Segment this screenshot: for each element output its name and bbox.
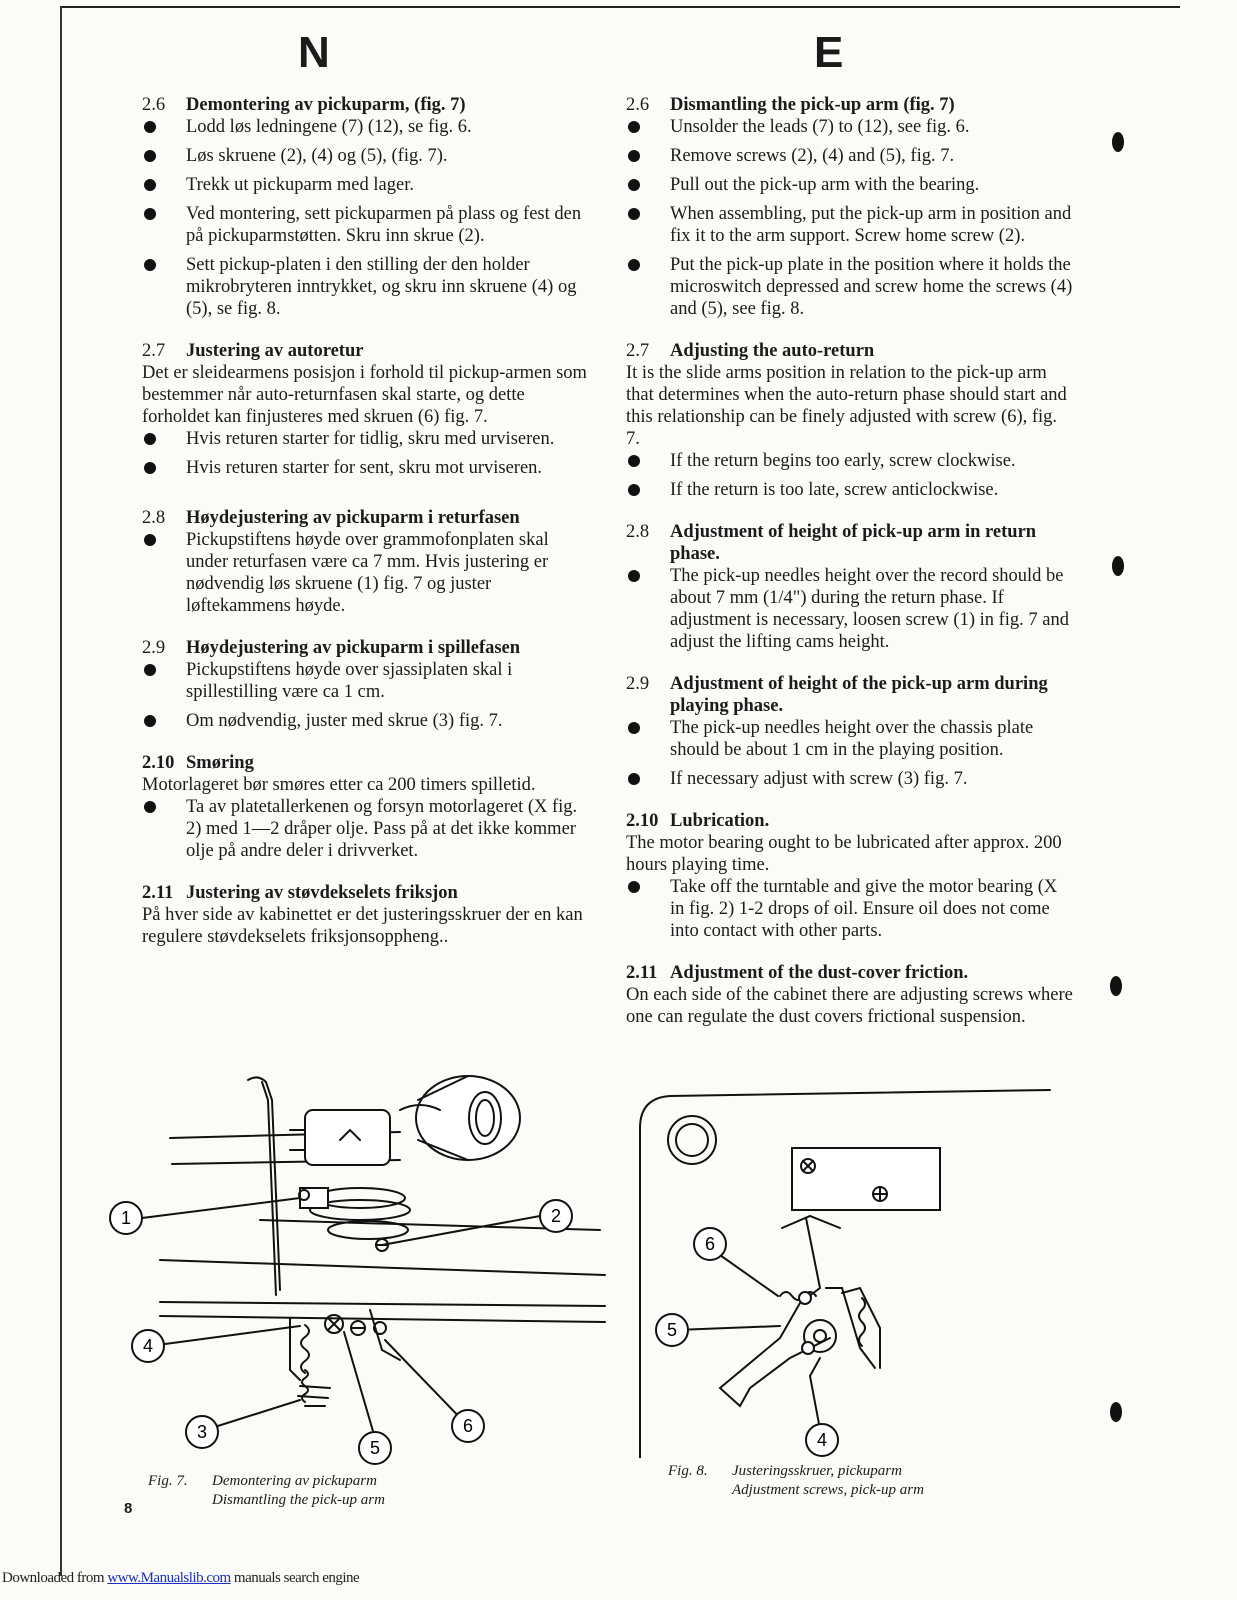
paragraph: It is the slide arms position in relation to the pick-up arm that determines when the auto-return phase should start and this relationship can be finely adjusted with screw (6), fig. 7. [626, 363, 1067, 449]
list-item: Ved montering, sett pickuparmen på plass og fest den på pickuparmstøtten. Skru inn skrue (2). [142, 203, 590, 247]
section-2-11-no [142, 882, 590, 948]
punch-hole-mark [1110, 1402, 1122, 1422]
list-item: If the return begins too early, screw clockwise. [626, 450, 1074, 472]
svg-text:5: 5 [666, 1320, 678, 1340]
section-2-9-en [626, 673, 1074, 790]
bullet-list [142, 659, 590, 732]
list-item: If the return is too late, screw anticlockwise. [626, 479, 1074, 501]
section-heading: 2.8 Adjustment of height of pick-up arm in return phase. [626, 522, 1037, 564]
bullet-list [142, 428, 590, 479]
section-2-10-no [142, 752, 590, 862]
list-item: Om nødvendig, juster med skrue (3) fig. 7. [142, 710, 590, 732]
bullet-list [142, 116, 590, 320]
list-item: Unsolder the leads (7) to (12), see fig. 6. [626, 116, 1074, 138]
list-item: Lodd løs ledningene (7) (12), se fig. 6. [142, 116, 590, 138]
callout-4 [132, 1330, 164, 1362]
page-border-left [60, 6, 62, 1576]
section-2-10-en [626, 810, 1074, 942]
section-heading: 2.11 Adjustment of the dust-cover friction. [626, 963, 969, 983]
list-item: Take off the turntable and give the motor bearing (X in fig. 2) 1-2 drops of oil. Ensure oil does not come into contact with other parts. [626, 876, 1074, 942]
paragraph: The motor bearing ought to be lubricated after approx. 200 hours playing time. [626, 833, 1062, 875]
list-item: Pickupstiftens høyde over grammofonplaten skal under returfasen være ca 7 mm. Hvis justering er nødvendig løs skruene (1) fig. 7 og juster løftekammens høyde. [142, 529, 590, 617]
figure-8-drawing [630, 1088, 1060, 1458]
list-item: Trekk ut pickuparm med lager. [142, 174, 590, 196]
section-2-8-no [142, 507, 590, 617]
callout-5 [359, 1432, 391, 1464]
svg-text:5: 5 [369, 1438, 381, 1458]
punch-hole-mark [1112, 556, 1124, 576]
section-2-11-en [626, 962, 1074, 1028]
page-border-top [60, 6, 1180, 8]
svg-text:4: 4 [816, 1430, 828, 1450]
section-2-6-en [626, 94, 1074, 320]
paragraph: Det er sleidearmens posisjon i forhold til pickup-armen som bestemmer når auto-returnfasen skal starte, og dette forholdet kan finjusteres med skruen (6) fig. 7. [142, 363, 587, 427]
list-item: Løs skruene (2), (4) og (5), (fig. 7). [142, 145, 590, 167]
section-2-7-no [142, 340, 590, 479]
section-heading: 2.9 Høydejustering av pickuparm i spillefasen [142, 638, 521, 658]
section-heading: 2.6 Demontering av pickuparm, (fig. 7) [142, 95, 466, 115]
figure-label: Fig. 7. [148, 1473, 188, 1489]
bullet-list [626, 876, 1074, 942]
list-item: Put the pick-up plate in the position where it holds the microswitch depressed and screw home the screws (4) and (5), see fig. 8. [626, 254, 1074, 320]
language-heading-english: E [814, 28, 844, 77]
figure-label: Fig. 8. [668, 1463, 708, 1479]
list-item: Ta av platetallerkenen og forsyn motorlageret (X fig. 2) med 1—2 dråper olje. Pass på at det ikke kommer olje på andre deler i drivverket. [142, 796, 590, 862]
list-item: Remove screws (2), (4) and (5), fig. 7. [626, 145, 1074, 167]
bullet-list [142, 796, 590, 862]
list-item: Hvis returen starter for sent, skru mot urviseren. [142, 457, 590, 479]
language-heading-norwegian: N [298, 28, 330, 77]
paragraph: På hver side av kabinettet er det justeringsskruer der en kan regulere støvdekselets friksjonsoppheng.. [142, 905, 583, 947]
page-number: 8 [124, 1500, 133, 1517]
section-heading: 2.10 Lubrication. [626, 811, 770, 831]
punch-hole-mark [1112, 132, 1124, 152]
list-item: Hvis returen starter for tidlig, skru med urviseren. [142, 428, 590, 450]
list-item: The pick-up needles height over the chassis plate should be about 1 cm in the playing position. [626, 717, 1074, 761]
section-2-7-en [626, 340, 1074, 501]
section-heading: 2.6 Dismantling the pick-up arm (fig. 7) [626, 95, 955, 115]
callout-3 [186, 1416, 218, 1448]
section-heading: 2.7 Justering av autoretur [142, 341, 364, 361]
section-heading: 2.10 Smøring [142, 753, 254, 773]
callout-5 [656, 1314, 688, 1346]
paragraph: Motorlageret bør smøres etter ca 200 timers spilletid. [142, 775, 536, 795]
svg-text:1: 1 [120, 1208, 132, 1228]
callout-2 [540, 1200, 572, 1232]
norwegian-column [142, 94, 590, 968]
section-heading: 2.11 Justering av støvdekselets friksjon [142, 883, 458, 903]
list-item: Pickupstiftens høyde over sjassiplaten skal i spillestilling være ca 1 cm. [142, 659, 590, 703]
list-item: When assembling, put the pick-up arm in position and fix it to the arm support. Screw home screw (2). [626, 203, 1074, 247]
section-heading: 2.7 Adjusting the auto-return [626, 341, 875, 361]
bullet-list [626, 717, 1074, 790]
svg-text:4: 4 [142, 1336, 154, 1356]
figure-7-drawing [100, 1070, 610, 1470]
list-item: If necessary adjust with screw (3) fig. 7. [626, 768, 1074, 790]
section-heading: 2.9 Adjustment of height of the pick-up arm during playing phase. [626, 674, 1048, 716]
section-2-6-no [142, 94, 590, 320]
figure-8-caption: Fig. 8. Justeringsskruer, pickuparm Adjustment screws, pick-up arm [668, 1463, 924, 1498]
svg-text:6: 6 [462, 1416, 474, 1436]
callout-6 [452, 1410, 484, 1442]
download-footer: Downloaded from www.Manualslib.com manuals search engine [2, 1570, 360, 1586]
svg-text:2: 2 [550, 1206, 562, 1226]
section-2-9-no [142, 637, 590, 732]
bullet-list [626, 450, 1074, 501]
punch-hole-mark [1110, 976, 1122, 996]
section-heading: 2.8 Høydejustering av pickuparm i returfasen [142, 508, 520, 528]
list-item: The pick-up needles height over the record should be about 7 mm (1/4") during the return phase. If adjustment is necessary, loosen screw (1) in fig. 7 and adjust the lifting cams height. [626, 565, 1074, 653]
paragraph: On each side of the cabinet there are adjusting screws where one can regulate the dust covers frictional suspension. [626, 985, 1073, 1027]
callout-1 [110, 1202, 142, 1234]
figure-7-caption: Fig. 7. Demontering av pickuparm Dismantling the pick-up arm [148, 1473, 385, 1508]
callout-6 [694, 1228, 726, 1260]
list-item: Pull out the pick-up arm with the bearing. [626, 174, 1074, 196]
bullet-list [626, 116, 1074, 320]
svg-text:6: 6 [704, 1234, 716, 1254]
manualslib-link[interactable]: www.Manualslib.com [107, 1570, 231, 1586]
bullet-list [626, 565, 1074, 653]
bullet-list [142, 529, 590, 617]
section-2-8-en [626, 521, 1074, 653]
svg-text:3: 3 [196, 1422, 208, 1442]
callout-4 [806, 1424, 838, 1456]
list-item: Sett pickup-platen i den stilling der den holder mikrobryteren inntrykket, og skru inn skruene (4) og (5), se fig. 8. [142, 254, 590, 320]
english-column [626, 94, 1074, 1048]
